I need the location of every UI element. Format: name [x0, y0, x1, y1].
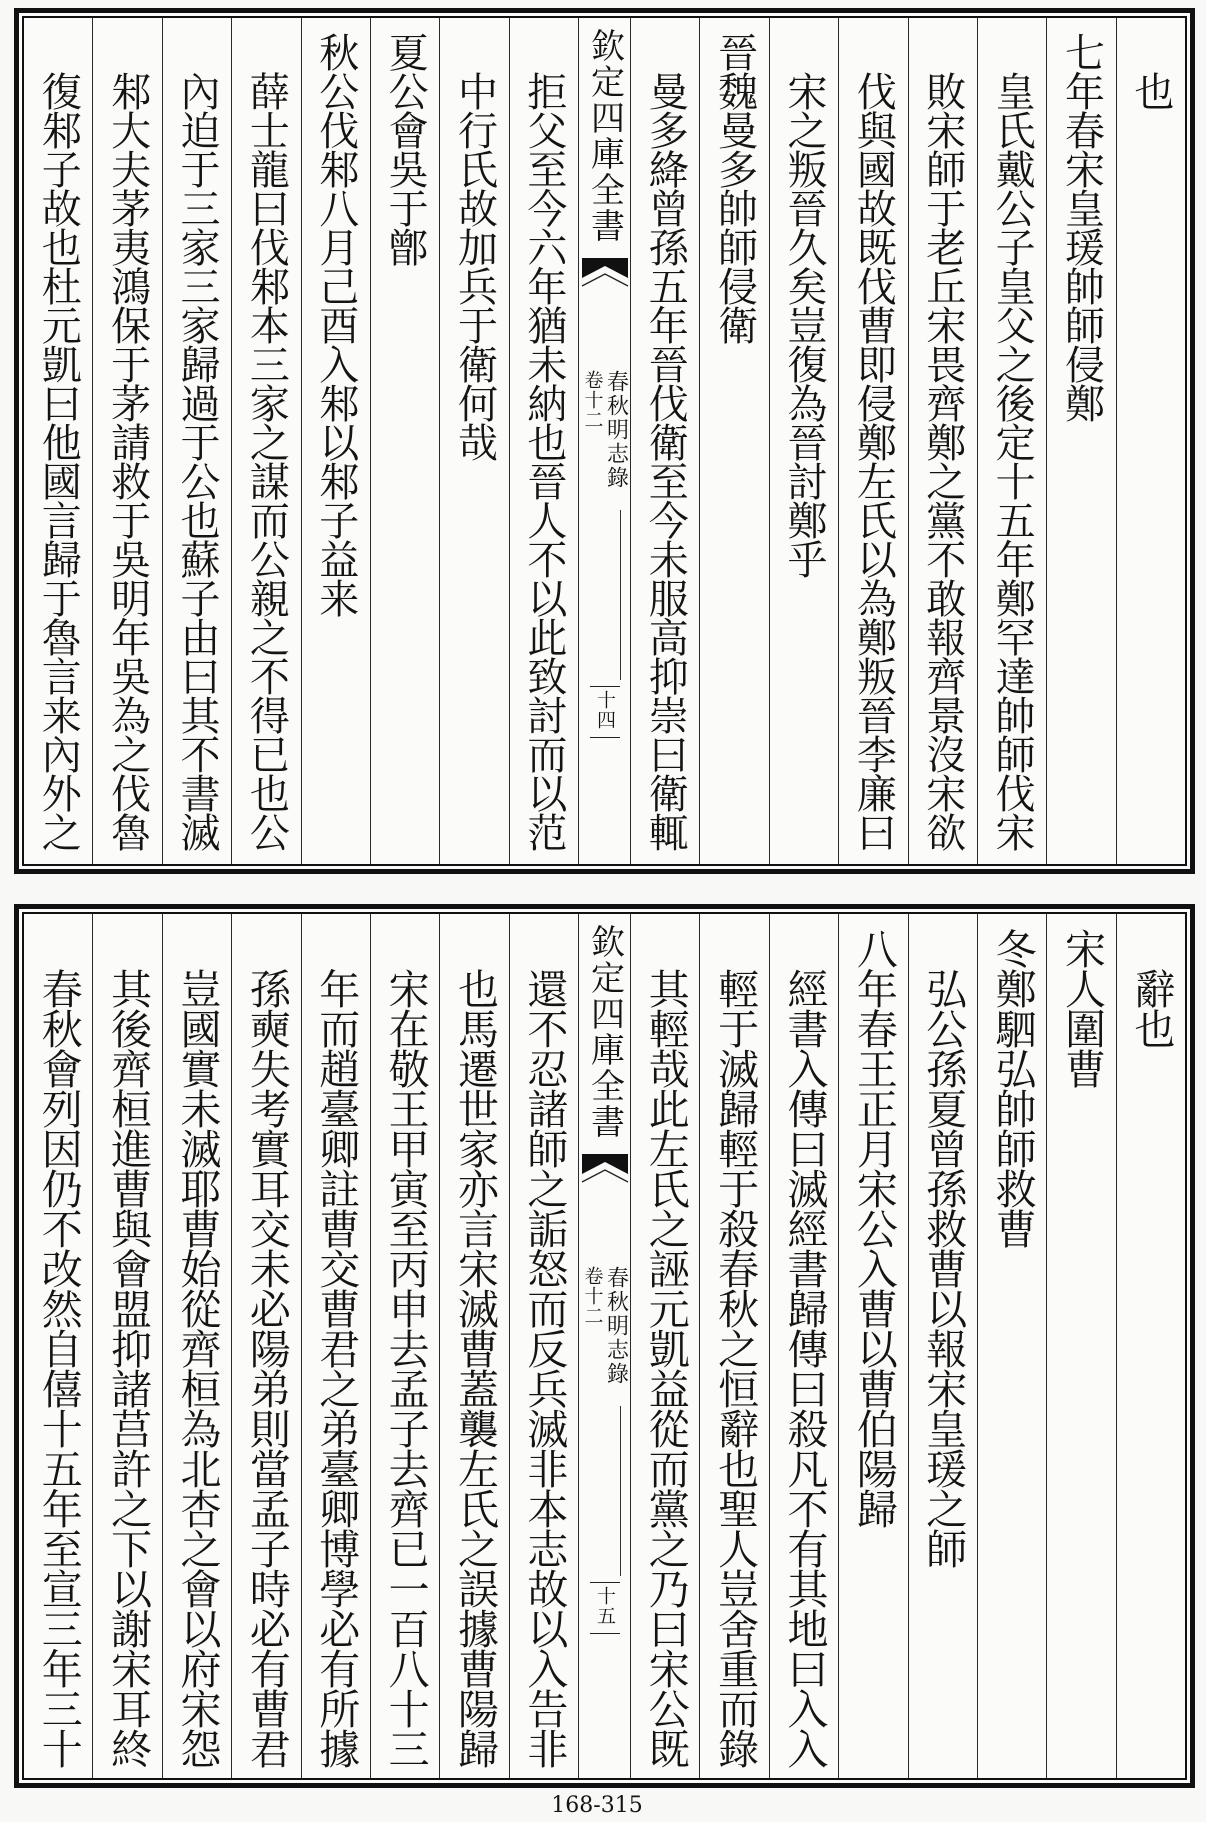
fishtail-ornament-icon [579, 1154, 631, 1188]
commentary-column [838, 18, 907, 864]
column-text: 經書入傳曰滅經書歸傳曰殺凡不有其地曰入入 [780, 968, 829, 1768]
series-title: 欽定四庫全書 [584, 924, 625, 1140]
commentary-column [769, 914, 838, 1778]
column-text: 秋公伐邾八月己酉入邾以邾子益来 [312, 32, 359, 617]
commentary-column [439, 914, 508, 1778]
classic-text-column [977, 914, 1046, 1778]
column-text: 也馬遷世家亦言宋滅曹蓋襲左氏之誤據曹陽歸 [450, 968, 499, 1768]
classic-text-column [699, 18, 768, 864]
commentary-column [630, 18, 699, 864]
volume-number: 卷十二 [581, 1266, 604, 1326]
commentary-column [92, 914, 161, 1778]
fold-rule [620, 510, 621, 680]
commentary-column [370, 914, 439, 1778]
fold-rule [620, 1406, 621, 1576]
volume-number: 卷十二 [581, 370, 604, 430]
classic-text-column [838, 914, 907, 1778]
center-fold-column [578, 914, 630, 1778]
upper-page-frame [14, 8, 1195, 874]
commentary-column [769, 18, 838, 864]
column-text: 中行氏故加兵于衛何哉 [451, 71, 498, 461]
column-text: 八年春王正月宋公入曹以曹伯陽歸 [849, 928, 898, 1528]
commentary-column [1116, 18, 1185, 864]
book-info [579, 370, 630, 490]
commentary-column [92, 18, 161, 864]
series-title: 欽定四庫全書 [584, 28, 625, 244]
commentary-column [509, 18, 578, 864]
book-info [579, 1266, 630, 1386]
commentary-column [439, 18, 508, 864]
column-text: 敗宋師于老丘宋畏齊鄭之黨不敢報齊景沒宋欲 [919, 71, 966, 851]
commentary-column [24, 914, 92, 1778]
column-text: 其輕哉此左氏之誣元凱益從而黨之乃曰宋公既 [641, 968, 690, 1768]
lower-page-frame [14, 904, 1195, 1788]
column-text: 宋之叛晉久矣豈復為晉討鄭乎 [780, 71, 827, 578]
folio-number-box [590, 686, 620, 738]
column-text: 宋人圍曹 [1057, 928, 1106, 1088]
commentary-column [301, 914, 370, 1778]
column-text: 復邾子故也杜元凱曰他國言歸于魯言来內外之 [35, 71, 82, 851]
column-text: 宋在敬王甲寅至丙申去孟子去齊已一百八十三 [381, 968, 430, 1768]
column-text: 孫奭失考實耳交未必陽弟則當孟子時必有曹君 [242, 968, 291, 1768]
folio-number-box [590, 1582, 620, 1634]
column-text: 辭也 [1127, 968, 1176, 1048]
column-text: 豈國實未滅耶曹始從齊桓為北杏之會以府宋怨 [173, 968, 222, 1768]
commentary-column [162, 914, 231, 1778]
book-title: 春秋明志錄 [603, 370, 629, 490]
column-text: 晉魏曼多帥師侵衛 [711, 32, 758, 344]
column-text: 年而趙臺卿註曹交曹君之弟臺卿博學必有所據 [312, 968, 361, 1768]
folio-number: 十四 [594, 690, 616, 730]
column-text: 伐與國故既伐曹即侵鄭左氏以為鄭叛晉李廉曰 [850, 71, 897, 851]
commentary-column [231, 18, 300, 864]
book-title: 春秋明志錄 [603, 1266, 629, 1386]
commentary-column [908, 18, 977, 864]
commentary-column [699, 914, 768, 1778]
lower-page-columns [22, 912, 1187, 1780]
commentary-column [231, 914, 300, 1778]
center-fold-column [578, 18, 630, 864]
column-text: 其後齊桓進曹與會盟抑諸莒許之下以謝宋耳終 [104, 968, 153, 1768]
classic-text-column [1046, 18, 1115, 864]
classic-text-column [1046, 914, 1115, 1778]
commentary-column [977, 18, 1046, 864]
column-text: 弘公孫夏曾孫救曹以報宋皇瑗之師 [919, 968, 968, 1568]
column-text: 春秋會列因仍不改然自僖十五年至宣三年三十 [34, 968, 83, 1768]
folio-number: 十五 [594, 1586, 616, 1626]
commentary-column [24, 18, 92, 864]
classic-text-column [370, 18, 439, 864]
commentary-column [908, 914, 977, 1778]
commentary-column [509, 914, 578, 1778]
column-text: 邾大夫茅夷鴻保于茅請救于吳明年吳為之伐魯 [104, 71, 151, 851]
commentary-column [630, 914, 699, 1778]
column-text: 也 [1127, 71, 1174, 110]
upper-page-columns [22, 16, 1187, 866]
fishtail-ornament-icon [579, 258, 631, 292]
column-text: 七年春宋皇瑗帥師侵鄭 [1058, 32, 1105, 422]
commentary-column [162, 18, 231, 864]
column-text: 內迫于三家三家歸過于公也蘇子由曰其不書滅 [173, 71, 220, 851]
column-text: 輕于滅歸輕于殺春秋之恒辭也聖人豈舍重而錄 [711, 968, 760, 1768]
classic-text-column [301, 18, 370, 864]
column-text: 曼多絳曾孫五年晉伐衛至今未服高抑崇曰衛輒 [642, 71, 689, 851]
column-text: 拒父至今六年猶未納也晉人不以此致討而以范 [520, 71, 567, 851]
column-text: 皇氏戴公子皇父之後定十五年鄭罕達帥師伐宋 [989, 71, 1036, 851]
page-footer-number: 168-315 [551, 1793, 643, 1818]
column-text: 薛士龍曰伐邾本三家之謀而公親之不得已也公 [243, 71, 290, 851]
column-text: 還不忍諸師之詬怒而反兵滅非本志故以入告非 [520, 968, 569, 1768]
column-text: 夏公會吳于鄫 [382, 32, 429, 266]
commentary-column [1116, 914, 1185, 1778]
column-text: 冬鄭駟弘帥師救曹 [988, 928, 1037, 1248]
